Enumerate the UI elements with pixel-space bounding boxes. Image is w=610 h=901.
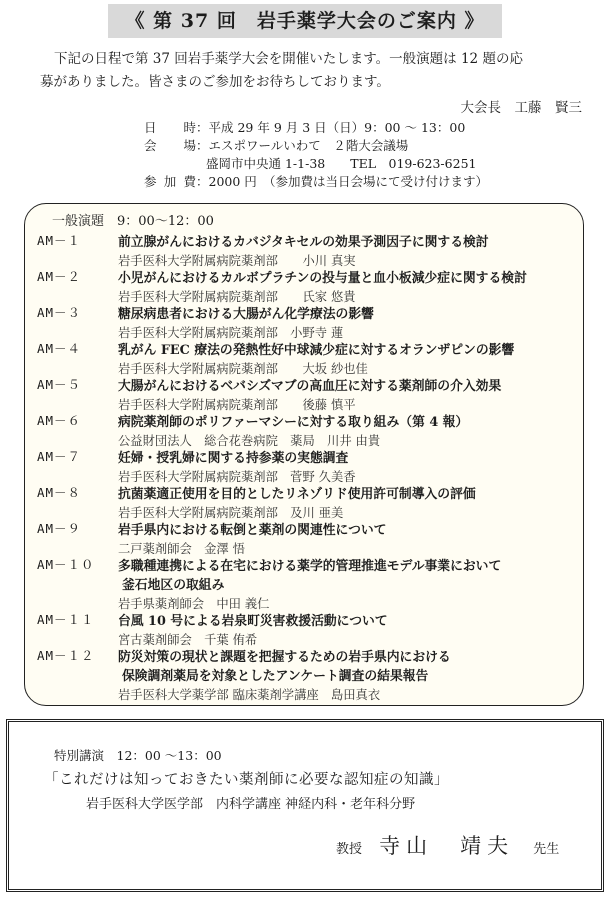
special-heading: 特別講演 12：00 ～13：00 xyxy=(54,748,222,763)
lecturer-name: 寺山 靖夫 xyxy=(379,834,515,858)
presentation-code: AM－３ xyxy=(37,305,82,320)
presentation-title: 岩手県内における転倒と薬剤の関連性について xyxy=(118,523,387,538)
presentation-title: 糖尿病患者における大腸がん化学療法の影響 xyxy=(118,307,374,322)
venue-address: 盛岡市中央通 1-1-38 TEL 019-623-6251 xyxy=(206,156,477,171)
presentation-title: 防災対策の現状と課題を把握するための岩手県内における xyxy=(118,650,451,665)
page-title: 《 第 37 回 岩手薬学大会のご案内 》 xyxy=(108,4,502,38)
presentation-title: 前立腺がんにおけるカバジタキセルの効果予測因子に関する検討 xyxy=(118,235,489,250)
presentation-title: 台風 10 号による岩泉町災害救援活動について xyxy=(118,614,388,629)
chairperson: 大会長 工藤 賢三 xyxy=(460,100,582,116)
presentation-code: AM－９ xyxy=(37,521,82,536)
presentation-affiliation: 岩手医科大学附属病院薬剤部 氏家 悠貴 xyxy=(118,290,356,304)
presentation-code: AM－１ xyxy=(37,233,82,248)
presentation-affiliation: 岩手県薬剤師会 中田 義仁 xyxy=(118,597,270,611)
lecturer xyxy=(336,830,559,860)
presentation-code: AM－５ xyxy=(37,377,82,392)
lecturer-honorific: 先生 xyxy=(533,842,560,857)
presentation-affiliation: 岩手医科大学薬学部 臨床薬剤学講座 島田真衣 xyxy=(118,688,381,702)
fee-label: 参加費 xyxy=(144,174,196,189)
presentation-affiliation: 岩手医科大学附属病院薬剤部 菅野 久美香 xyxy=(118,470,356,484)
presentation-code: AM－６ xyxy=(37,413,82,428)
special-title: 「これだけは知っておきたい薬剤師に必要な認知症の知識」 xyxy=(44,772,449,788)
presentation-affiliation: 岩手医科大学附属病院薬剤部 及川 亜美 xyxy=(118,506,344,520)
presentation-title: 大腸がんにおけるベバシズマブの高血圧に対する薬剤師の介入効果 xyxy=(118,379,502,394)
fee-value: ：2000 円 （参加費は当日会場にて受け付けます） xyxy=(196,174,489,189)
presentation-title: 乳がん FEC 療法の発熱性好中球減少症に対するオランザピンの影響 xyxy=(118,343,515,358)
date-label: 日 時 xyxy=(144,120,196,135)
presentation-affiliation: 岩手医科大学附属病院薬剤部 大坂 紗也佳 xyxy=(118,362,368,376)
presentation-code: AM－２ xyxy=(37,269,82,284)
intro-line-2: 募がありました。皆さまのご参加をお待ちしております。 xyxy=(40,74,390,90)
presentation-title-cont: 保険調剤薬局を対象としたアンケート調査の結果報告 xyxy=(122,669,429,684)
venue-value: ：エスポワールいわて ２階大会議場 xyxy=(196,138,409,153)
presentation-code: AM－４ xyxy=(37,341,82,356)
general-heading: 一般演題 9：00～12：00 xyxy=(52,214,214,229)
presentation-code: AM－１１ xyxy=(37,612,95,627)
presentation-title: 妊婦・授乳婦に関する持参薬の実態調査 xyxy=(118,451,349,466)
presentation-code: AM－７ xyxy=(37,449,82,464)
presentation-affiliation: 公益財団法人 総合花巻病院 薬局 川井 由貴 xyxy=(118,434,381,448)
venue-label: 会 場 xyxy=(144,138,196,153)
presentation-code: AM－８ xyxy=(37,485,82,500)
special-affiliation: 岩手医科大学医学部 内科学講座 神経内科・老年科分野 xyxy=(86,797,416,812)
presentation-affiliation: 岩手医科大学附属病院薬剤部 小野寺 蓮 xyxy=(118,326,344,340)
intro-line-1: 下記の日程で第 37 回岩手薬学大会を開催いたします。一般演題は 12 題の応 xyxy=(54,51,523,67)
lecturer-role: 教授 xyxy=(336,842,363,857)
date-value: ：平成 29 年 9 月 3 日（日）9：00 ～ 13：00 xyxy=(196,120,466,135)
presentation-title-cont: 釜石地区の取組み xyxy=(122,578,225,593)
presentation-title: 病院薬剤師のポリファーマシーに対する取り組み（第 4 報） xyxy=(118,415,469,430)
presentation-affiliation: 二戸薬剤師会 金澤 悟 xyxy=(118,542,245,556)
presentation-title: 小児がんにおけるカルボプラチンの投与量と血小板減少症に関する検討 xyxy=(118,271,527,286)
date-row xyxy=(144,118,465,136)
presentation-affiliation: 岩手医科大学附属病院薬剤部 小川 真実 xyxy=(118,254,356,268)
presentation-code: AM－１０ xyxy=(37,557,95,572)
presentation-affiliation: 宮古薬剤師会 千葉 侑希 xyxy=(118,633,258,647)
presentation-code: AM－１２ xyxy=(37,648,95,663)
presentation-title: 多職種連携による在宅における薬学的管理推進モデル事業において xyxy=(118,559,502,574)
presentation-affiliation: 岩手医科大学附属病院薬剤部 後藤 慎平 xyxy=(118,398,356,412)
venue-row xyxy=(144,136,408,154)
fee-row xyxy=(144,172,488,190)
presentation-title: 抗菌薬適正使用を目的としたリネゾリド使用許可制導入の評価 xyxy=(118,487,476,502)
intro-paragraph xyxy=(40,48,590,94)
